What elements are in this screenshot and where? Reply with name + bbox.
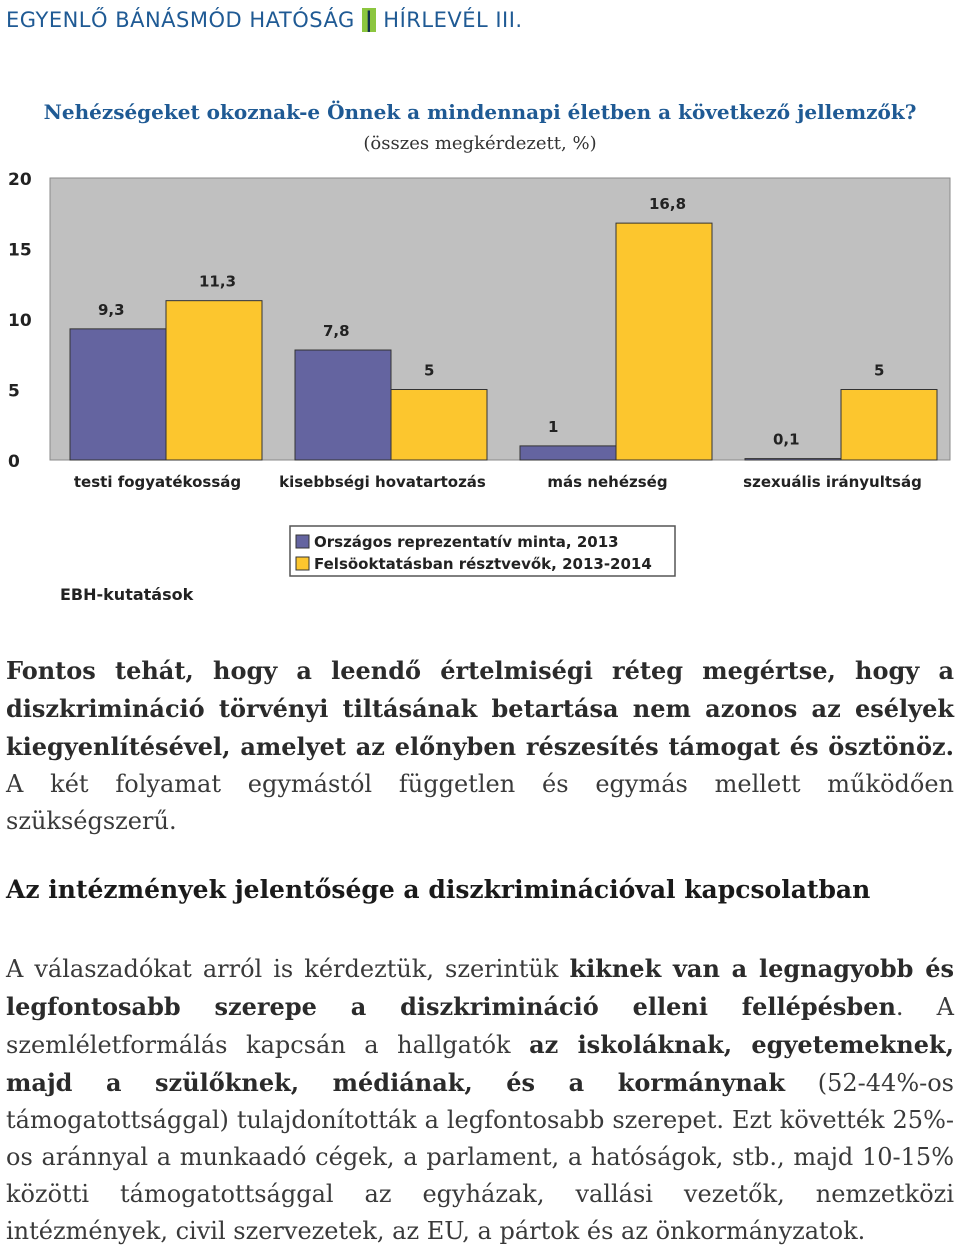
- paragraph-1: [6, 652, 954, 840]
- category-label: testi fogyatékosság: [73, 473, 242, 491]
- paragraph-2-bold-d: az iskoláknak, egyetemeknek, majd a szülőknek, médiának, és a kormánynak: [6, 1030, 954, 1097]
- data-label: 7,8: [323, 322, 350, 341]
- bar: [295, 350, 391, 460]
- bar: [166, 301, 262, 460]
- data-label: 0,1: [773, 430, 800, 449]
- bar: [520, 446, 616, 460]
- y-tick-label: 20: [8, 170, 32, 190]
- data-label: 1: [548, 417, 559, 436]
- paragraph-1-bold: Fontos tehát, hogy a leendő értelmiségi réteg megértse, hogy a diszkrimináció törvényi tiltásának betartása nem azonos az esélyek kiegyenlítésével, amelyet az előnyben részesítés támogat és ösztönöz.: [6, 656, 954, 761]
- header-separator: |: [362, 8, 376, 32]
- y-tick-label: 5: [8, 381, 20, 402]
- paragraph-1-rest: A két folyamat egymástól független és egymás mellett működően szükségszerű.: [6, 770, 954, 835]
- bar: [70, 329, 166, 460]
- issue-name: HÍRLEVÉL III.: [383, 8, 523, 32]
- data-label: 9,3: [98, 300, 125, 319]
- y-tick-label: 10: [8, 311, 32, 331]
- legend-label: Országos reprezentatív minta, 2013: [314, 533, 619, 551]
- paragraph-2-part-c: . A szemléletformálás kapcsán a hallgatók: [6, 993, 954, 1059]
- y-tick-label: 0: [8, 452, 20, 472]
- publisher-name: EGYENLŐ BÁNÁSMÓD HATÓSÁG: [6, 8, 355, 32]
- data-label: 16,8: [649, 195, 687, 214]
- category-label: kisebbségi hovatartozás: [279, 473, 486, 491]
- bar: [745, 459, 841, 460]
- chart-title: Nehézségeket okoznak-e Önnek a mindennapi életben a következő jellemzők?: [43, 100, 917, 124]
- data-label: 11,3: [199, 272, 237, 291]
- chart-subtitle: (összes megkérdezett, %): [363, 133, 597, 154]
- legend-swatch: [296, 535, 309, 548]
- paragraph-2-part-e: (52-44%-os támogatottsággal) tulajdonították a legfontosabb szerepet. Ezt követték 25%-os aránnyal a munkaadó cégek, a parlament, a hatóságok, stb., majd 10-15% közötti támogatottsággal az egyházak, vallási vezetők, nemzetközi intézmények, civil szervezetek, az EU, a pártok és az önkormányzatok.: [6, 1069, 954, 1245]
- bar: [616, 223, 712, 460]
- category-label: szexuális irányultság: [743, 473, 922, 491]
- bar: [391, 390, 487, 461]
- bar: [841, 390, 937, 461]
- category-label: más nehézség: [547, 473, 668, 491]
- data-label: 5: [874, 361, 885, 380]
- data-label: 5: [424, 361, 435, 380]
- source-label: EBH-kutatások: [60, 585, 194, 604]
- bar-chart: [0, 160, 960, 620]
- paragraph-2-bold-b: kiknek van a legnagyobb és legfontosabb szerepe a diszkrimináció elleni fellépésben: [6, 954, 955, 1021]
- newsletter-header: [6, 8, 523, 32]
- section-title: Az intézmények jelentősége a diszkriminációval kapcsolatban: [6, 875, 871, 904]
- paragraph-2-part-a: A válaszadókat arról is kérdeztük, szerintük: [6, 955, 570, 983]
- legend-swatch: [296, 557, 309, 570]
- y-tick-label: 15: [8, 240, 32, 261]
- paragraph-2: [6, 950, 954, 1250]
- legend-label: Felsöoktatásban résztvevők, 2013-2014: [314, 555, 652, 573]
